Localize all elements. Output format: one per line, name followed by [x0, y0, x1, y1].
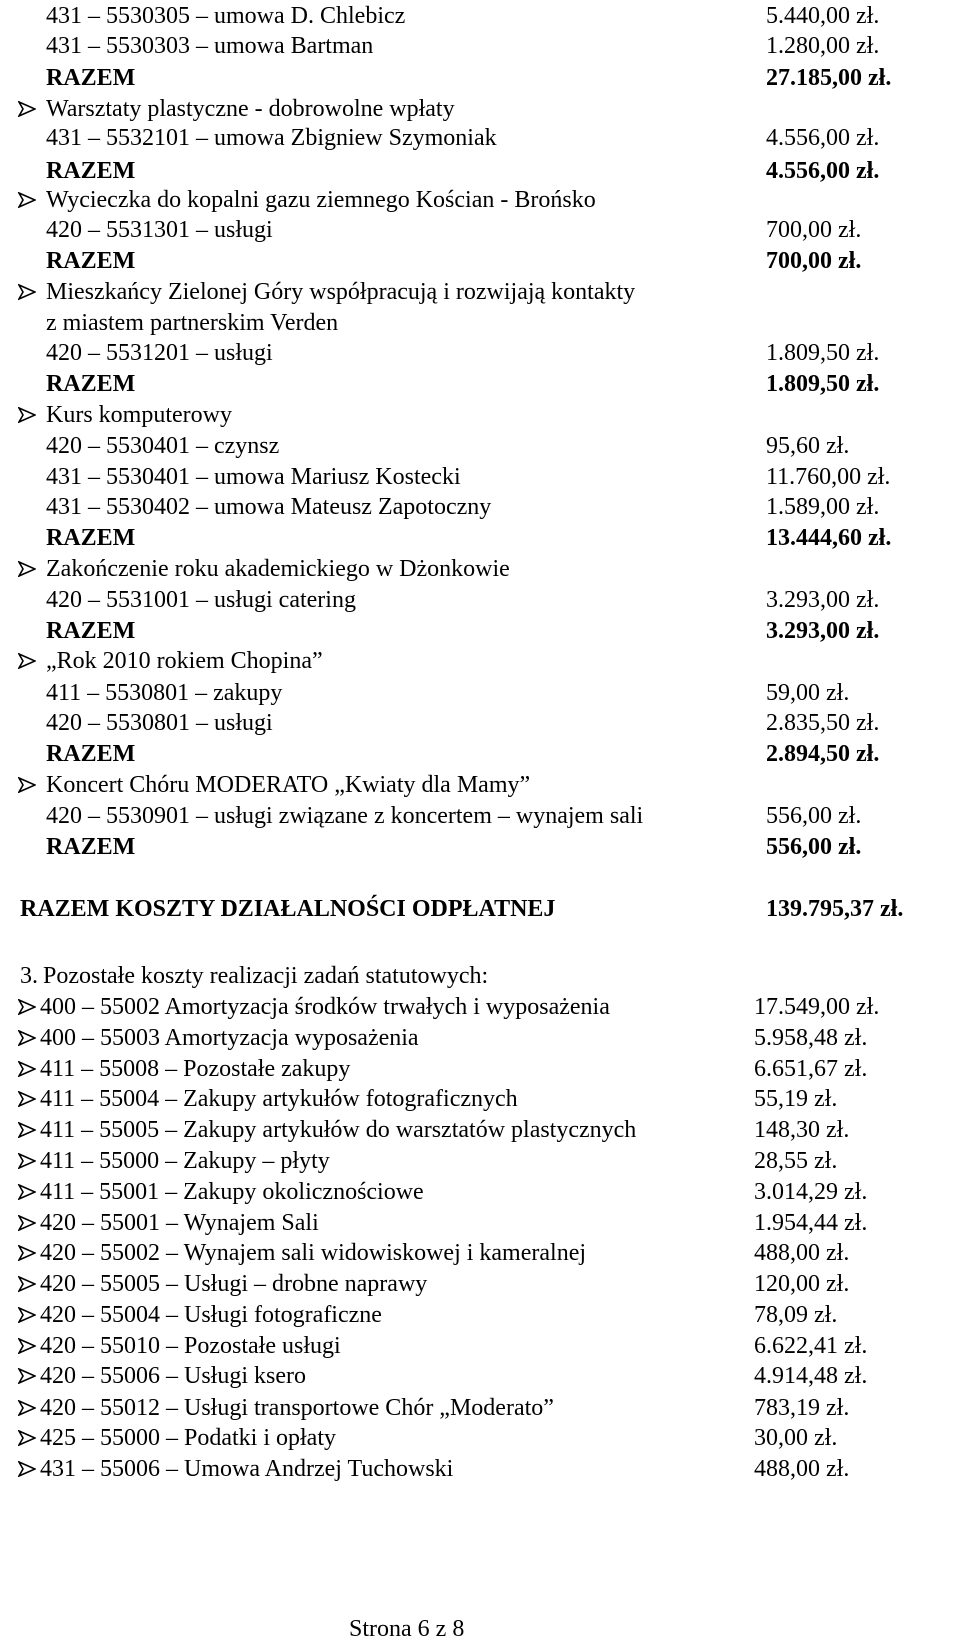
- arrow-bullet-icon: [18, 1083, 40, 1115]
- row-label: 420 – 55001 – Wynajem Sali: [40, 1210, 319, 1236]
- row-label: 420 – 5531301 – usługi: [46, 217, 273, 243]
- arrow-bullet-icon: [18, 1145, 40, 1177]
- row-amount: 1.589,00 zł.: [766, 494, 880, 520]
- account-entry: [0, 800, 960, 832]
- subtotal-row: [0, 522, 960, 554]
- row-label: RAZEM: [46, 65, 136, 91]
- account-entry: [0, 337, 960, 369]
- row-amount: 120,00 zł.: [754, 1271, 850, 1297]
- row-amount: 59,00 zł.: [766, 680, 850, 706]
- row-label: 420 – 5530901 – usługi związane z koncertem – wynajem sali: [46, 803, 644, 829]
- row-label: RAZEM: [46, 525, 136, 551]
- row-amount: 488,00 zł.: [754, 1240, 850, 1266]
- row-amount: 95,60 zł.: [766, 433, 850, 459]
- row-label: „Rok 2010 rokiem Chopina”: [46, 648, 323, 674]
- account-entry: [0, 677, 960, 709]
- row-label: RAZEM: [46, 371, 136, 397]
- row-label: RAZEM: [46, 834, 136, 860]
- row-label: z miastem partnerskim Verden: [46, 310, 339, 336]
- account-entry: [0, 707, 960, 739]
- category-heading: [0, 553, 960, 585]
- row-label: Zakończenie roku akademickiego w Dżonkowie: [46, 556, 510, 582]
- row-label: Koncert Chóru MODERATO „Kwiaty dla Mamy”: [46, 772, 531, 798]
- row-label: 420 – 55002 – Wynajem sali widowiskowej i kameralnej: [40, 1240, 587, 1266]
- cost-item: [0, 1083, 960, 1115]
- row-amount: 5.440,00 zł.: [766, 3, 880, 29]
- cost-item: [0, 1453, 960, 1485]
- account-entry: [0, 0, 960, 32]
- row-label: 400 – 55002 Amortyzacja środków trwałych i wyposażenia: [40, 994, 610, 1020]
- row-amount: 1.809,50 zł.: [766, 340, 880, 366]
- row-label: RAZEM KOSZTY DZIAŁALNOŚCI ODPŁATNEJ: [20, 896, 556, 922]
- cost-item: [0, 1207, 960, 1239]
- row-amount: 28,55 zł.: [754, 1148, 838, 1174]
- arrow-bullet-icon: [18, 769, 40, 801]
- arrow-bullet-icon: [18, 1422, 40, 1454]
- account-entry: [0, 491, 960, 523]
- row-label: 431 – 5532101 – umowa Zbigniew Szymoniak: [46, 125, 497, 151]
- arrow-bullet-icon: [18, 1022, 40, 1054]
- cost-item: [0, 1145, 960, 1177]
- row-label: 411 – 55005 – Zakupy artykułów do warsztatów plastycznych: [40, 1117, 637, 1143]
- account-entry: [0, 461, 960, 493]
- row-amount: 4.914,48 zł.: [754, 1363, 868, 1389]
- subtotal-row: [0, 368, 960, 400]
- subtotal-row: [0, 155, 960, 187]
- account-entry: [0, 430, 960, 462]
- row-label: 420 – 5531001 – usługi catering: [46, 587, 356, 613]
- cost-item: [0, 1392, 960, 1424]
- cost-item: [0, 1268, 960, 1300]
- cost-item: [0, 991, 960, 1023]
- row-amount: 556,00 zł.: [766, 803, 862, 829]
- row-label: RAZEM: [46, 741, 136, 767]
- row-amount: 1.809,50 zł.: [766, 371, 880, 397]
- row-amount: 13.444,60 zł.: [766, 525, 892, 551]
- category-heading: [0, 769, 960, 801]
- page-number: Strona 6 z 8: [349, 1616, 465, 1642]
- arrow-bullet-icon: [18, 1207, 40, 1239]
- row-label: 431 – 55006 – Umowa Andrzej Tuchowski: [40, 1456, 454, 1482]
- arrow-bullet-icon: [18, 1176, 40, 1208]
- row-label: RAZEM: [46, 618, 136, 644]
- cost-item: [0, 1053, 960, 1085]
- arrow-bullet-icon: [18, 1360, 40, 1392]
- cost-item: [0, 1422, 960, 1454]
- row-amount: 6.622,41 zł.: [754, 1333, 868, 1359]
- row-amount: 4.556,00 zł.: [766, 125, 880, 151]
- row-amount: 700,00 zł.: [766, 217, 862, 243]
- category-heading-continued: [0, 307, 960, 339]
- row-label: 411 – 5530801 – zakupy: [46, 680, 283, 706]
- arrow-bullet-icon: [18, 1268, 40, 1300]
- subtotal-row: [0, 62, 960, 94]
- row-label: RAZEM: [46, 248, 136, 274]
- category-heading: [0, 399, 960, 431]
- row-label: RAZEM: [46, 158, 136, 184]
- account-entry: [0, 122, 960, 154]
- cost-item: [0, 1299, 960, 1331]
- row-amount: 488,00 zł.: [754, 1456, 850, 1482]
- row-amount: 139.795,37 zł.: [766, 896, 904, 922]
- account-entry: [0, 30, 960, 62]
- row-amount: 6.651,67 zł.: [754, 1056, 868, 1082]
- row-label: 420 – 5530801 – usługi: [46, 710, 273, 736]
- row-label: Mieszkańcy Zielonej Góry współpracują i rozwijają kontakty: [46, 279, 636, 305]
- row-amount: 5.958,48 zł.: [754, 1025, 868, 1051]
- row-label: Pozostałe koszty realizacji zadań statutowych:: [43, 963, 489, 989]
- arrow-bullet-icon: [18, 1330, 40, 1362]
- row-amount: 4.556,00 zł.: [766, 158, 880, 184]
- row-amount: 17.549,00 zł.: [754, 994, 880, 1020]
- row-amount: 30,00 zł.: [754, 1425, 838, 1451]
- row-label: 420 – 55005 – Usługi – drobne naprawy: [40, 1271, 428, 1297]
- account-entry: [0, 214, 960, 246]
- arrow-bullet-icon: [18, 1392, 40, 1424]
- section-number: 3.: [20, 963, 38, 989]
- cost-item: [0, 1360, 960, 1392]
- row-amount: 2.894,50 zł.: [766, 741, 880, 767]
- subtotal-row: [0, 738, 960, 770]
- subtotal-row: [0, 831, 960, 863]
- row-amount: 78,09 zł.: [754, 1302, 838, 1328]
- category-heading: [0, 276, 960, 308]
- row-amount: 2.835,50 zł.: [766, 710, 880, 736]
- arrow-bullet-icon: [18, 645, 40, 677]
- arrow-bullet-icon: [18, 276, 40, 308]
- subtotal-row: [0, 615, 960, 647]
- row-amount: 3.014,29 zł.: [754, 1179, 868, 1205]
- row-amount: 783,19 zł.: [754, 1395, 850, 1421]
- row-amount: 556,00 zł.: [766, 834, 862, 860]
- grand-total-row: [0, 893, 960, 925]
- row-amount: 700,00 zł.: [766, 248, 862, 274]
- row-label: 420 – 55012 – Usługi transportowe Chór „Moderato”: [40, 1395, 554, 1421]
- arrow-bullet-icon: [18, 184, 40, 216]
- row-label: 431 – 5530305 – umowa D. Chlebicz: [46, 3, 406, 29]
- row-label: 400 – 55003 Amortyzacja wyposażenia: [40, 1025, 419, 1051]
- arrow-bullet-icon: [18, 399, 40, 431]
- row-label: 411 – 55004 – Zakupy artykułów fotograficznych: [40, 1086, 518, 1112]
- row-label: 411 – 55008 – Pozostałe zakupy: [40, 1056, 351, 1082]
- cost-item: [0, 1022, 960, 1054]
- arrow-bullet-icon: [18, 991, 40, 1023]
- cost-item: [0, 1330, 960, 1362]
- row-amount: 11.760,00 zł.: [766, 464, 891, 490]
- row-amount: 1.280,00 zł.: [766, 33, 880, 59]
- row-label: 425 – 55000 – Podatki i opłaty: [40, 1425, 336, 1451]
- arrow-bullet-icon: [18, 1237, 40, 1269]
- section-heading: [0, 960, 960, 992]
- row-amount: 27.185,00 zł.: [766, 65, 892, 91]
- arrow-bullet-icon: [18, 553, 40, 585]
- page-footer: [0, 1612, 960, 1646]
- row-amount: 55,19 zł.: [754, 1086, 838, 1112]
- row-amount: 148,30 zł.: [754, 1117, 850, 1143]
- row-label: 411 – 55000 – Zakupy – płyty: [40, 1148, 330, 1174]
- row-label: Warsztaty plastyczne - dobrowolne wpłaty: [46, 96, 455, 122]
- arrow-bullet-icon: [18, 1114, 40, 1146]
- category-heading: [0, 184, 960, 216]
- subtotal-row: [0, 245, 960, 277]
- arrow-bullet-icon: [18, 1053, 40, 1085]
- row-label: 420 – 5531201 – usługi: [46, 340, 273, 366]
- account-entry: [0, 584, 960, 616]
- cost-item: [0, 1114, 960, 1146]
- row-amount: 3.293,00 zł.: [766, 587, 880, 613]
- row-label: Wycieczka do kopalni gazu ziemnego Kościan - Brońsko: [46, 187, 596, 213]
- arrow-bullet-icon: [18, 1299, 40, 1331]
- arrow-bullet-icon: [18, 1453, 40, 1485]
- row-amount: 3.293,00 zł.: [766, 618, 880, 644]
- row-label: 431 – 5530401 – umowa Mariusz Kostecki: [46, 464, 461, 490]
- row-label: 420 – 55010 – Pozostałe usługi: [40, 1333, 341, 1359]
- row-label: 420 – 55004 – Usługi fotograficzne: [40, 1302, 382, 1328]
- row-label: Kurs komputerowy: [46, 402, 232, 428]
- cost-item: [0, 1237, 960, 1269]
- row-label: 420 – 55006 – Usługi ksero: [40, 1363, 306, 1389]
- row-label: 431 – 5530402 – umowa Mateusz Zapotoczny: [46, 494, 492, 520]
- cost-item: [0, 1176, 960, 1208]
- arrow-bullet-icon: [18, 93, 40, 125]
- row-label: 420 – 5530401 – czynsz: [46, 433, 280, 459]
- category-heading: [0, 93, 960, 125]
- category-heading: [0, 645, 960, 677]
- row-label: 411 – 55001 – Zakupy okolicznościowe: [40, 1179, 424, 1205]
- row-label: 431 – 5530303 – umowa Bartman: [46, 33, 374, 59]
- row-amount: 1.954,44 zł.: [754, 1210, 868, 1236]
